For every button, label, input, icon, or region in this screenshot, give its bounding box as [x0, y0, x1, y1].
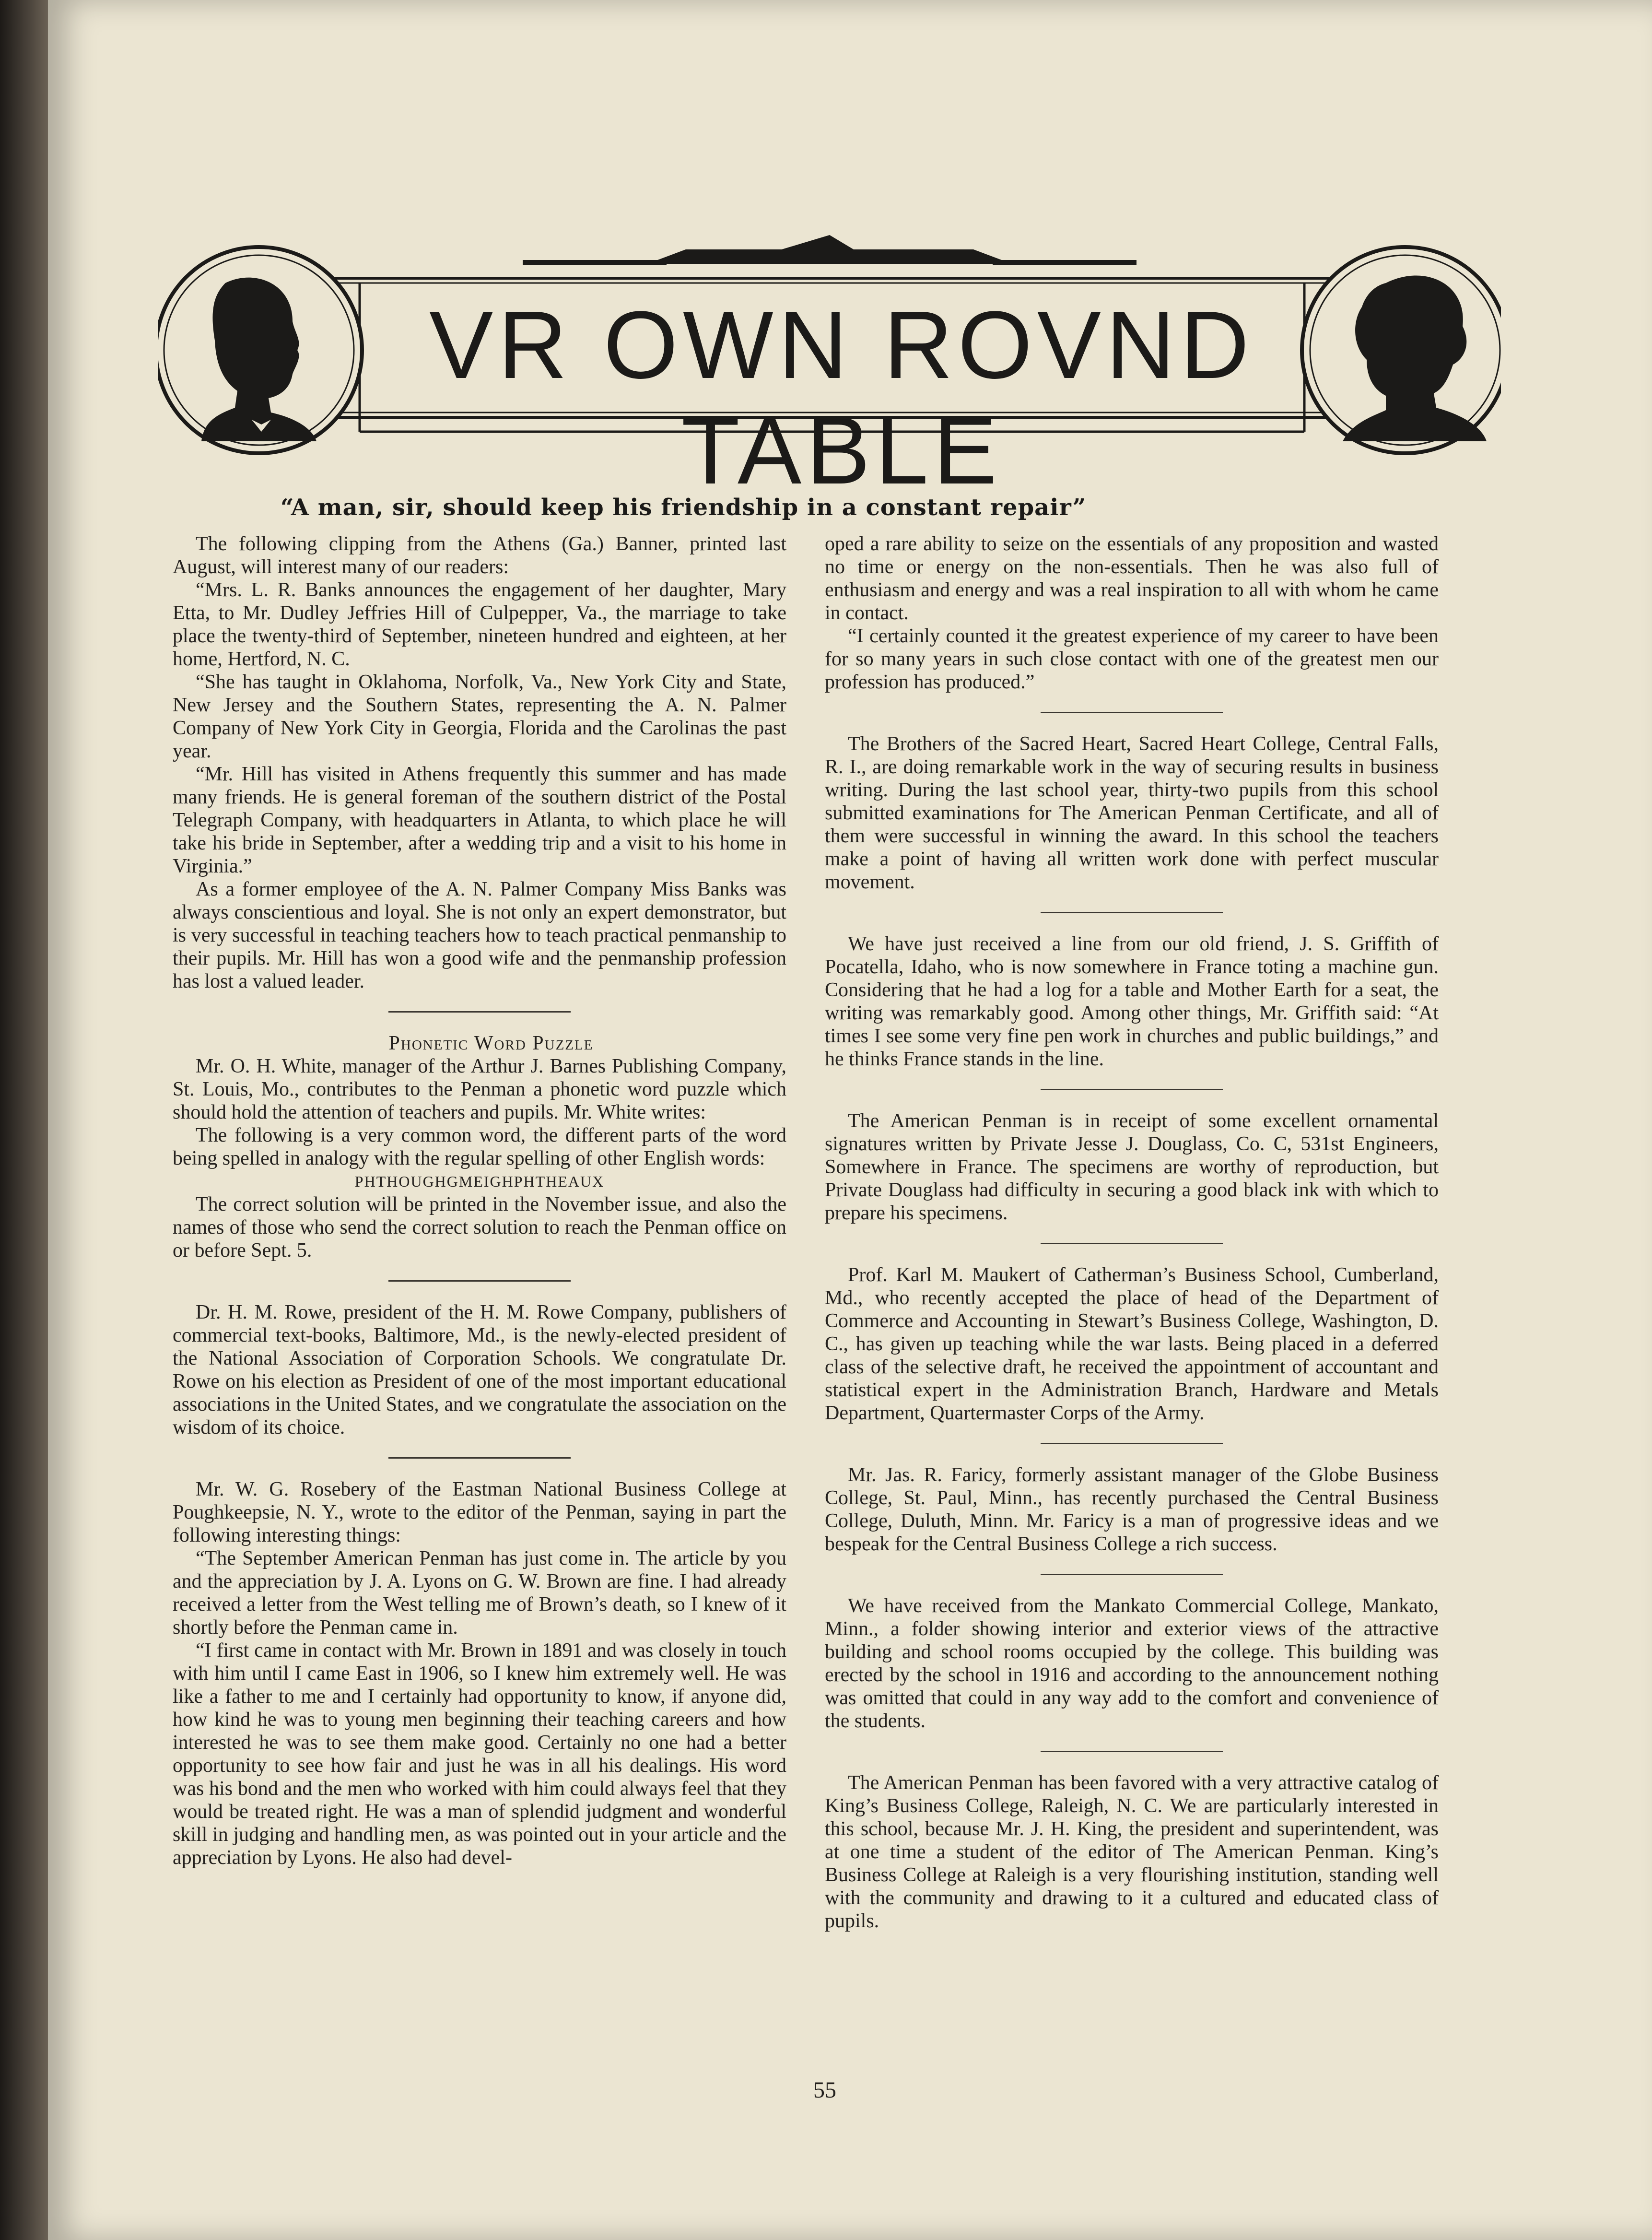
section-divider: [1041, 1574, 1223, 1575]
paragraph: Mr. Jas. R. Faricy, formerly assistant manager of the Globe Business College, St. Paul, Minn., has recently purchased the Central Business College, Duluth, Minn. Mr. Faricy is a man of progressive ideas and we bespeak for the Central Business College a rich success.: [825, 1464, 1439, 1555]
section-divider: [388, 1457, 571, 1459]
section-divider: [1041, 912, 1223, 913]
round-table-banner: [158, 230, 1501, 504]
paragraph: “I certainly counted it the greatest experience of my career to have been for so many years in such close contact with one of the greatest men our profession has produced.”: [825, 625, 1439, 693]
paragraph: “Mr. Hill has visited in Athens frequently this summer and has made many friends. He is general foreman of the southern district of the Postal Telegraph Company, with headquarters in Atlanta, to which place he will take his bride in September, after a wedding trip and a visit to his home in Virginia.”: [173, 763, 786, 877]
paragraph: “She has taught in Oklahoma, Norfolk, Va., New York City and State, New Jersey and the Southern States, representing the A. N. Palmer Company of New York City in Georgia, Florida and the Carolinas the past year.: [173, 671, 786, 762]
paragraph: The American Penman is in receipt of some excellent ornamental signatures written by Private Jesse J. Douglass, Co. C, 531st Engineers, Somewhere in France. The specimens are worthy of reproduction, but Private Douglass had difficulty in securing a good black ink with which to prepare his specimens.: [825, 1110, 1439, 1224]
right-column: [825, 532, 1439, 1933]
puzzle-word: PHTHOUGHGMEIGHPHTHEAUX: [354, 1173, 605, 1190]
section-divider: [1041, 712, 1223, 713]
paragraph: We have received from the Mankato Commercial College, Mankato, Minn., a folder showing interior and exterior views of the attractive building and school rooms occupied by the college. This building was erected by the school in 1916 and according to the announcement nothing was omitted that could in any way add to the comfort and convenience of the students.: [825, 1595, 1439, 1732]
book-gutter: [0, 0, 48, 2240]
paragraph: The American Penman has been favored with a very attractive catalog of King’s Business College, Raleigh, N. C. We are particularly interested in this school, because Mr. J. H. King, the president and superintendent, was at one time a student of the editor of The American Penman. King’s Business College at Raleigh is a very flourishing institution, standing well with the community and drawing to it a cultured and educated class of pupils.: [825, 1772, 1439, 1932]
paragraph: Mr. W. G. Rosebery of the Eastman National Business College at Poughkeepsie, N. Y., wrote to the editor of the Penman, saying in part the following interesting things:: [173, 1478, 786, 1546]
section-divider: [1041, 1243, 1223, 1244]
section-divider: [1041, 1443, 1223, 1444]
motto: “A man, sir, should keep his friendship in a constant repair”: [280, 494, 1087, 521]
section-divider: [388, 1011, 571, 1013]
paragraph: “Mrs. L. R. Banks announces the engagement of her daughter, Mary Etta, to Mr. Dudley Jeffries Hill of Culpepper, Va., the marriage to take place the twenty-third of September, nineteen hundred and eighteen, at her home, Hertford, N. C.: [173, 579, 786, 670]
paragraph: oped a rare ability to seize on the essentials of any proposition and wasted no time or energy on the non-essentials. Then he was also full of enthusiasm and energy and was a real inspiration to all with whom he came in contact.: [825, 533, 1439, 624]
paragraph: The following clipping from the Athens (Ga.) Banner, printed last August, will interest many of our readers:: [173, 533, 786, 578]
paragraph: “The September American Penman has just come in. The article by you and the appreciation by J. A. Lyons on G. W. Brown are fine. I had already received a letter from the West telling me of Brown’s death, so I knew of it shortly before the Penman came in.: [173, 1547, 786, 1639]
section-heading: Phonetic Word Puzzle: [388, 1032, 594, 1054]
left-column: [173, 532, 786, 1869]
paragraph: The following is a very common word, the different parts of the word being spelled in analogy with the regular spelling of other English words:: [173, 1124, 786, 1169]
paragraph: The Brothers of the Sacred Heart, Sacred Heart College, Central Falls, R. I., are doing remarkable work in the way of securing results in business writing. During the last school year, thirty-two pupils from this school submitted examinations for The American Penman Certificate, and all of them were successful in winning the award. In this school the teachers make a point of having all written work done with perfect muscular movement.: [825, 733, 1439, 893]
section-divider: [1041, 1089, 1223, 1090]
page-number: 55: [813, 2077, 836, 2103]
paragraph: The correct solution will be printed in the November issue, and also the names of those who send the correct solution to reach the Penman office on or before Sept. 5.: [173, 1193, 786, 1261]
paragraph: Mr. O. H. White, manager of the Arthur J. Barnes Publishing Company, St. Louis, Mo., contributes to the Penman a phonetic word puzzle which should hold the attention of teachers and pupils. Mr. White writes:: [173, 1055, 786, 1123]
section-divider: [1041, 1751, 1223, 1752]
paragraph: Dr. H. M. Rowe, president of the H. M. Rowe Company, publishers of commercial text-books, Baltimore, Md., is the newly-elected president of the National Association of Corporation Schools. We congratulate Dr. Rowe on his election as President of one of the most important educational associations in the United States, and we congratulate the association on the wisdom of its choice.: [173, 1301, 786, 1438]
paragraph: We have just received a line from our old friend, J. S. Griffith of Pocatella, Idaho, who is now somewhere in France toting a machine gun. Considering that he had a log for a table and Mother Earth for a seat, the writing was remarkably good. Among other things, Mr. Griffith said: “At times I see some very fine pen work in churches and public buildings,” and he thinks France stands in the line.: [825, 933, 1439, 1070]
paragraph: Prof. Karl M. Maukert of Catherman’s Business School, Cumberland, Md., who recently accepted the place of head of the Department of Commerce and Accounting in Stewart’s Business College, Washington, D. C., has given up teaching while the war lasts. Being placed in a deferred class of the selective draft, he received the appointment of accountant and statistical expert in the Administration Branch, Hardware and Metals Department, Quartermaster Corps of the Army.: [825, 1264, 1439, 1424]
section-divider: [388, 1280, 571, 1282]
paragraph: “I first came in contact with Mr. Brown in 1891 and was closely in touch with him until I came East in 1906, so I knew him extremely well. He was like a father to me and I certainly had opportunity to know, if anyone did, how kind he was to young men beginning their teaching careers and how interested he was to see them make good. Certainly no one had a better opportunity to see how fair and just he was in all his dealings. His word was his bond and the men who worked with him could always feel that they would be treated right. He was a man of splendid judgment and wonderful skill in judging and handling men, as was pointed out in your article and the appreciation by Lyons. He also had devel-: [173, 1639, 786, 1869]
banner-title: VR OWN ROVND TABLE: [429, 292, 1254, 504]
paragraph: As a former employee of the A. N. Palmer Company Miss Banks was always conscientious and loyal. She is not only an expert demonstrator, but is very successful in teaching teachers how to teach practical penmanship to their pupils. Mr. Hill has won a good wife and the penmanship profession has lost a valued leader.: [173, 878, 786, 992]
